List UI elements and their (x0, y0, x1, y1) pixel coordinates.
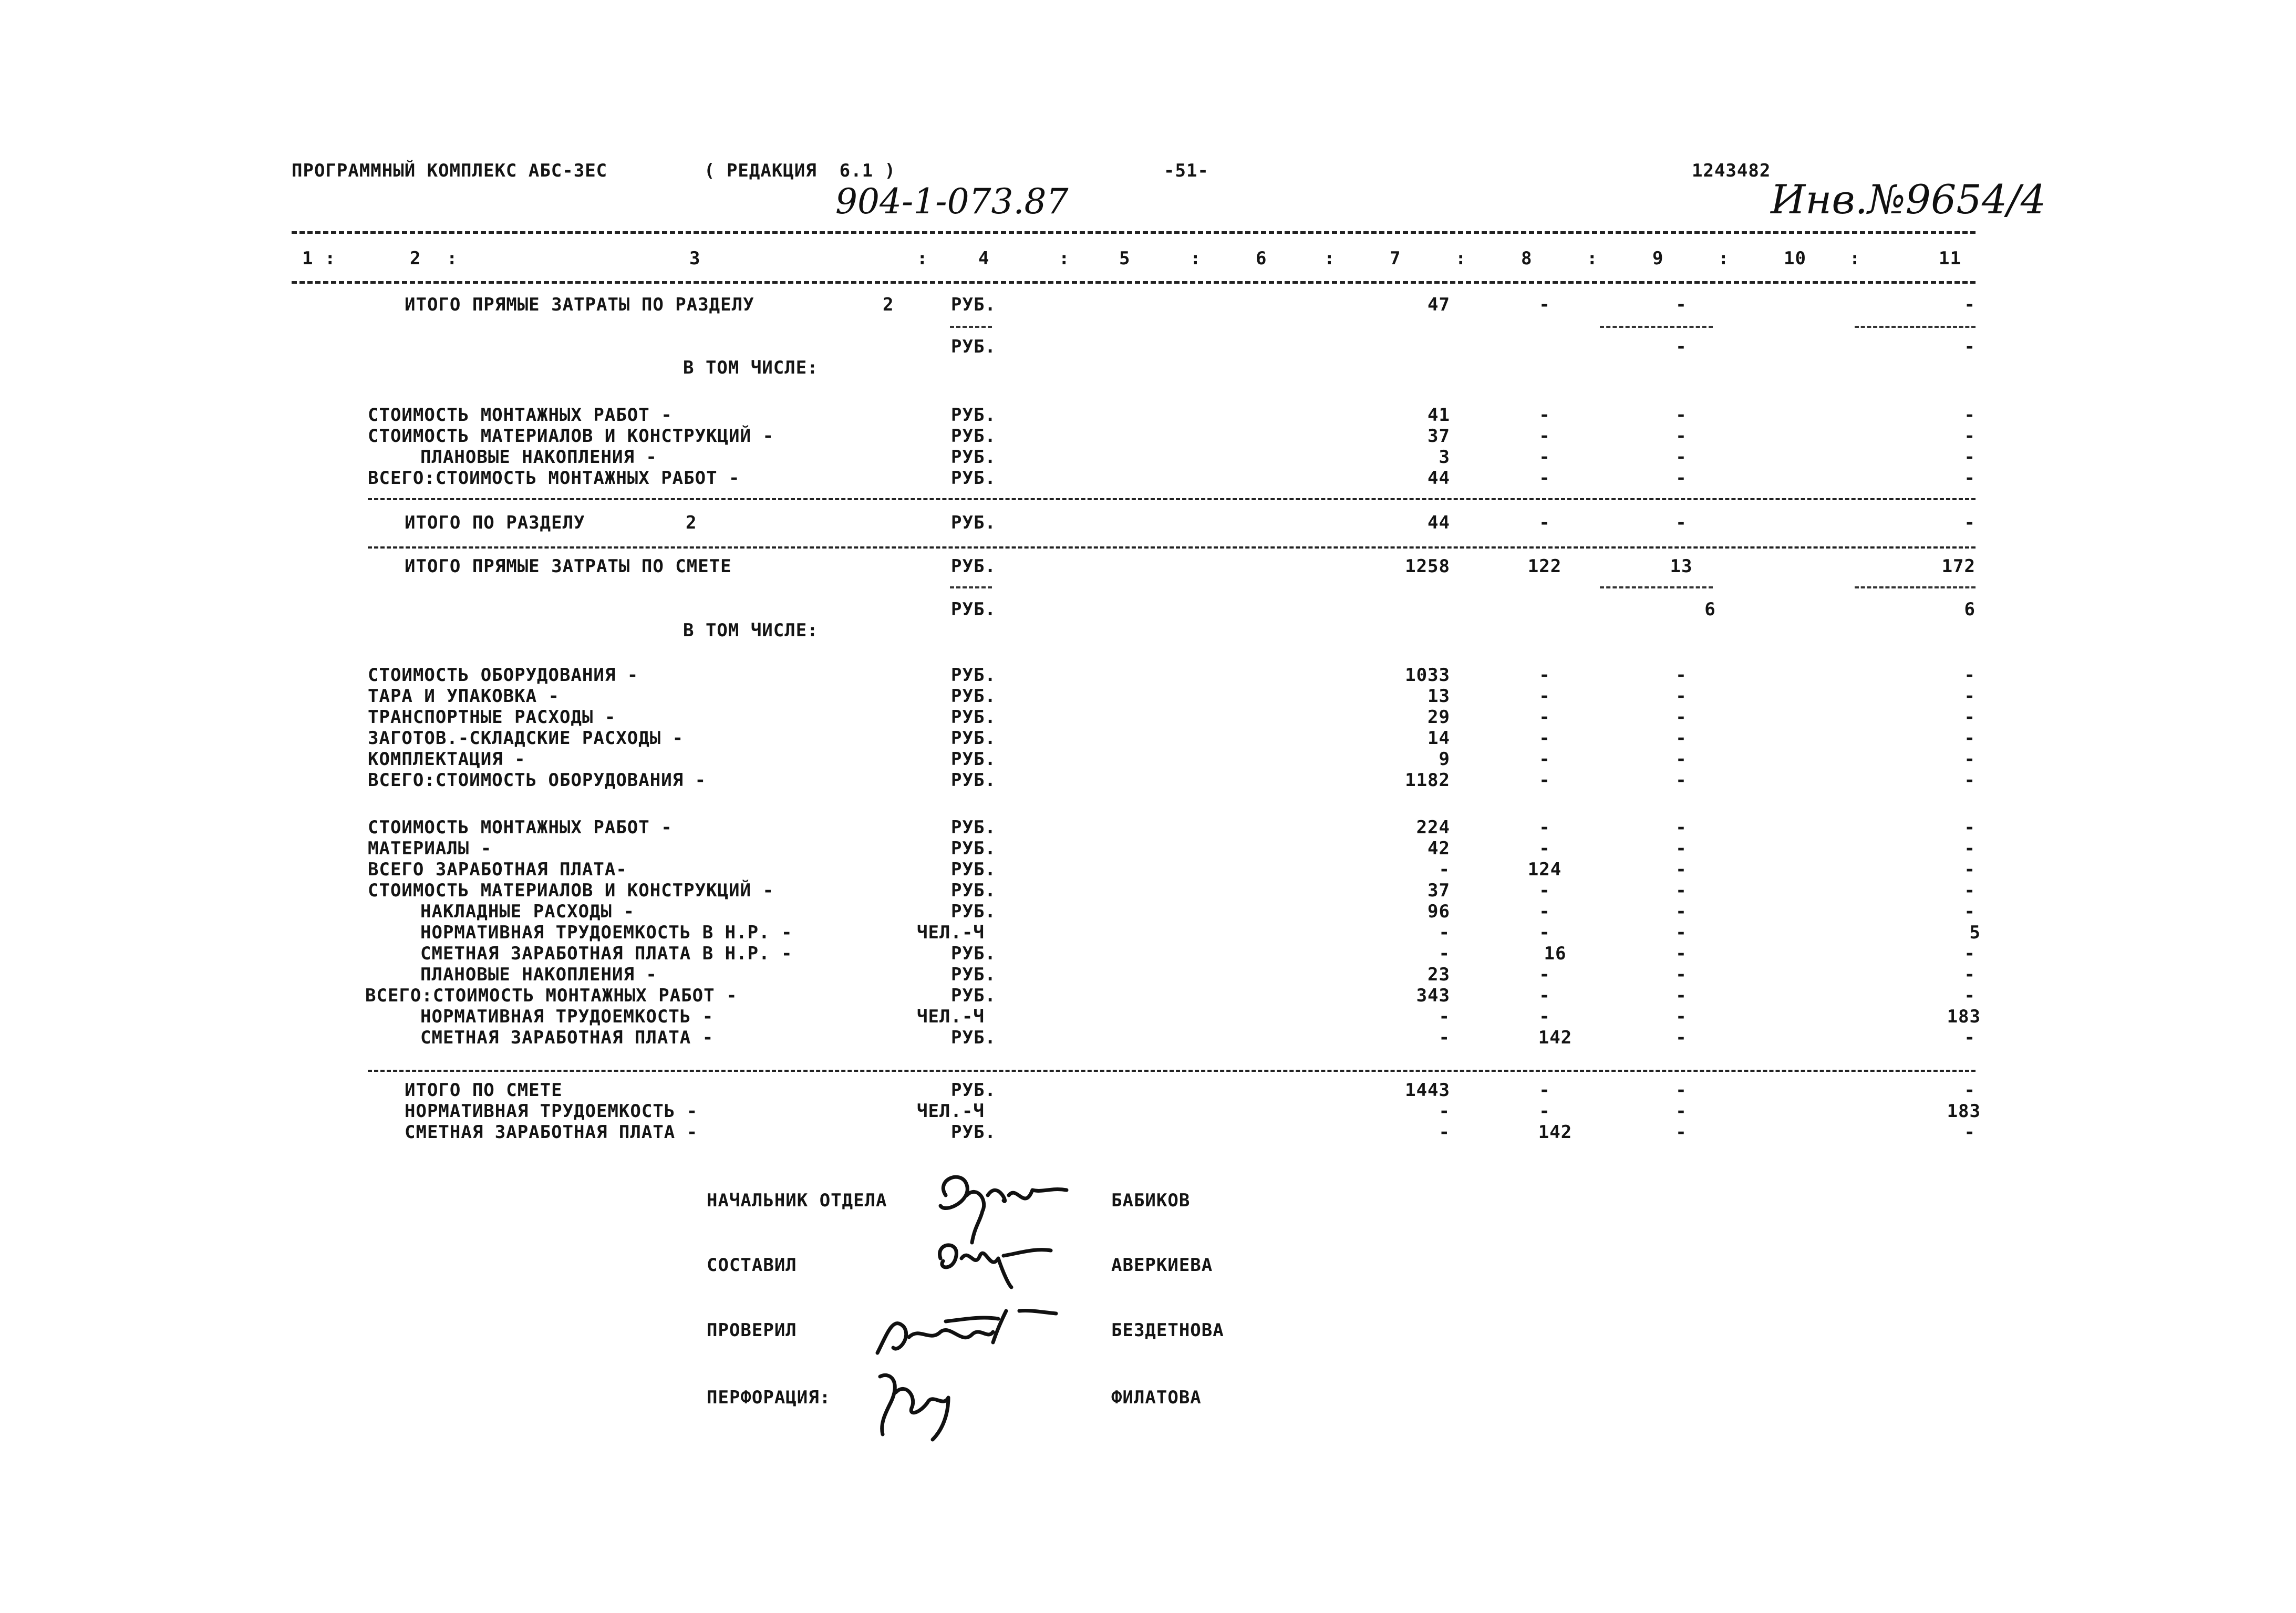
table-row (0, 336, 2296, 357)
col11-value: - (1964, 1080, 1976, 1101)
col7-value: 3 (1439, 447, 1450, 468)
col7-value: 29 (1428, 707, 1450, 728)
col7-value: 224 (1416, 817, 1450, 838)
row-label: ВСЕГО ЗАРАБОТНАЯ ПЛАТА- (368, 859, 627, 880)
col8-value: 16 (1544, 943, 1567, 964)
row-unit: РУБ. (951, 943, 996, 964)
col9-value: - (1676, 817, 1687, 838)
table-row (0, 838, 2296, 859)
col11-value: 6 (1964, 599, 1976, 620)
col-header: 2 (410, 248, 421, 269)
table-row (0, 1122, 2296, 1143)
col11-value: - (1964, 707, 1976, 728)
col9-value: - (1676, 707, 1687, 728)
col11-value: 183 (1947, 1006, 1981, 1027)
row-label: ВСЕГО:СТОИМОСТЬ МОНТАЖНЫХ РАБОТ - (368, 468, 740, 489)
row-label: НОРМАТИВНАЯ ТРУДОЕМКОСТЬ - (420, 1006, 714, 1027)
col9-value: - (1676, 1006, 1687, 1027)
col11-value: 5 (1969, 922, 1981, 943)
col8-value: - (1539, 1080, 1550, 1101)
col7-value: - (1439, 859, 1450, 880)
table-row (0, 294, 2296, 315)
signature-name: ФИЛАТОВА (1111, 1387, 1202, 1408)
subheading: В ТОМ ЧИСЛЕ: (683, 620, 819, 641)
row-unit: ЧЕЛ.-Ч (917, 1101, 985, 1122)
row-unit: РУБ. (951, 405, 996, 426)
table-row (0, 405, 2296, 426)
row-unit: РУБ. (951, 1027, 996, 1048)
col11-value: - (1964, 665, 1976, 686)
table-row (0, 1006, 2296, 1027)
table-row (0, 426, 2296, 447)
col9-value: - (1676, 294, 1687, 315)
row-label: ИТОГО ПО РАЗДЕЛУ (405, 512, 585, 533)
col11-value: - (1964, 817, 1976, 838)
col-header: 4 (978, 248, 990, 269)
col-header: 8 (1521, 248, 1533, 269)
row-label: ЗАГОТОВ.-СКЛАДСКИЕ РАСХОДЫ - (368, 728, 684, 749)
signature-name: БАБИКОВ (1111, 1190, 1191, 1211)
row-unit: РУБ. (951, 964, 996, 985)
col7-value: 37 (1428, 880, 1450, 901)
row-label: СМЕТНАЯ ЗАРАБОТНАЯ ПЛАТА В Н.Р. - (420, 943, 793, 964)
col11-value: - (1964, 426, 1976, 447)
col8-value: - (1539, 1101, 1550, 1122)
table-row (0, 556, 2296, 577)
col8-value: - (1539, 405, 1550, 426)
section-number: 2 (686, 512, 697, 533)
edition-label: ( РЕДАКЦИЯ 6.1 ) (704, 160, 896, 181)
table-row (0, 770, 2296, 791)
program-title: ПРОГРАММНЫЙ КОМПЛЕКС АБС-ЗЕС (292, 160, 608, 181)
col9-value: - (1676, 901, 1687, 922)
row-unit: РУБ. (951, 749, 996, 770)
col-header: 9 (1652, 248, 1664, 269)
col8-value: - (1539, 1006, 1550, 1027)
col11-value: - (1964, 1027, 1976, 1048)
col7-value: 44 (1428, 468, 1450, 489)
table-row (0, 985, 2296, 1006)
col7-value: 343 (1416, 985, 1450, 1006)
row-label: МАТЕРИАЛЫ - (368, 838, 492, 859)
row-label: СТОИМОСТЬ МАТЕРИАЛОВ И КОНСТРУКЦИЙ - (368, 426, 774, 447)
row-unit: РУБ. (951, 728, 996, 749)
table-row (0, 922, 2296, 943)
col9-value: 6 (1704, 599, 1716, 620)
col7-value: - (1439, 922, 1450, 943)
col7-value: 14 (1428, 728, 1450, 749)
signature-mark (870, 1361, 964, 1445)
row-unit: РУБ. (951, 426, 996, 447)
row-unit: РУБ. (951, 880, 996, 901)
row-unit: РУБ. (951, 859, 996, 880)
col-header: 11 (1939, 248, 1961, 269)
signature-name: БЕЗДЕТНОВА (1111, 1320, 1224, 1341)
row-unit: РУБ. (951, 665, 996, 686)
col9-value: - (1676, 943, 1687, 964)
col7-value: 1443 (1405, 1080, 1450, 1101)
row-unit: ЧЕЛ.-Ч (917, 922, 985, 943)
col8-value: - (1539, 880, 1550, 901)
col8-value: - (1539, 426, 1550, 447)
col9-value: - (1676, 770, 1687, 791)
table-row (0, 1027, 2296, 1048)
table-row (0, 1101, 2296, 1122)
row-label: ИТОГО ПРЯМЫЕ ЗАТРАТЫ ПО РАЗДЕЛУ (405, 294, 754, 315)
col7-value: 13 (1428, 686, 1450, 707)
table-row (0, 707, 2296, 728)
col7-value: 23 (1428, 964, 1450, 985)
col7-value: 96 (1428, 901, 1450, 922)
row-unit: ЧЕЛ.-Ч (917, 1006, 985, 1027)
col8-value: - (1539, 665, 1550, 686)
row-unit: РУБ. (951, 1122, 996, 1143)
row-unit: РУБ. (951, 1080, 996, 1101)
table-row (0, 817, 2296, 838)
subheading: В ТОМ ЧИСЛЕ: (683, 357, 819, 378)
row-label: НОРМАТИВНАЯ ТРУДОЕМКОСТЬ В Н.Р. - (420, 922, 793, 943)
table-row (0, 859, 2296, 880)
col8-value: - (1539, 922, 1550, 943)
row-unit: РУБ. (951, 707, 996, 728)
row-unit: РУБ. (951, 686, 996, 707)
col9-value: - (1676, 880, 1687, 901)
col-header: 3 (689, 248, 701, 269)
col-header: 1 (302, 248, 314, 269)
col9-value: - (1676, 1122, 1687, 1143)
col11-value: - (1964, 749, 1976, 770)
row-label: СТОИМОСТЬ МОНТАЖНЫХ РАБОТ - (368, 405, 673, 426)
signature-role: СОСТАВИЛ (707, 1255, 797, 1276)
col7-value: 1258 (1405, 556, 1450, 577)
row-unit: РУБ. (951, 817, 996, 838)
signature-name: АВЕРКИЕВА (1111, 1255, 1213, 1276)
col7-value: 47 (1428, 294, 1450, 315)
inventory-number-handwritten: Инв.№9654/4 (1771, 176, 2046, 223)
table-row (0, 749, 2296, 770)
col7-value: 44 (1428, 512, 1450, 533)
row-label: ИТОГО ПО СМЕТЕ (405, 1080, 563, 1101)
col11-value: - (1964, 943, 1976, 964)
row-label: КОМПЛЕКТАЦИЯ - (368, 749, 526, 770)
row-unit: РУБ. (951, 336, 996, 357)
col7-value: 1182 (1405, 770, 1450, 791)
col-header: 5 (1119, 248, 1131, 269)
col9-value: - (1676, 336, 1687, 357)
col7-value: - (1439, 1101, 1450, 1122)
col7-value: - (1439, 943, 1450, 964)
col9-value: - (1676, 922, 1687, 943)
col11-value: - (1964, 468, 1976, 489)
col8-value: - (1539, 512, 1550, 533)
table-row (0, 599, 2296, 620)
table-row (0, 686, 2296, 707)
col11-value: - (1964, 880, 1976, 901)
col8-value: 142 (1538, 1122, 1573, 1143)
row-label: ПЛАНОВЫЕ НАКОПЛЕНИЯ - (420, 964, 657, 985)
row-label: СТОИМОСТЬ МОНТАЖНЫХ РАБОТ - (368, 817, 673, 838)
row-label: ИТОГО ПРЯМЫЕ ЗАТРАТЫ ПО СМЕТЕ (405, 556, 732, 577)
section-rule (368, 498, 1976, 500)
row-label: ТРАНСПОРТНЫЕ РАСХОДЫ - (368, 707, 616, 728)
row-label: ВСЕГО:СТОИМОСТЬ МОНТАЖНЫХ РАБОТ - (365, 985, 738, 1006)
col11-value: - (1964, 294, 1976, 315)
col11-value: - (1964, 1122, 1976, 1143)
col7-value: 42 (1428, 838, 1450, 859)
row-label: СМЕТНАЯ ЗАРАБОТНАЯ ПЛАТА - (405, 1122, 698, 1143)
table-row (0, 880, 2296, 901)
col9-value: - (1676, 512, 1687, 533)
row-unit: РУБ. (951, 556, 996, 577)
col9-value: - (1676, 985, 1687, 1006)
col11-value: - (1964, 838, 1976, 859)
col7-value: 9 (1439, 749, 1450, 770)
col11-value: - (1964, 728, 1976, 749)
col7-value: 1033 (1405, 665, 1450, 686)
col11-value: - (1964, 512, 1976, 533)
col7-value: 41 (1428, 405, 1450, 426)
col8-value: - (1539, 468, 1550, 489)
table-row (0, 357, 2296, 378)
row-label: ПЛАНОВЫЕ НАКОПЛЕНИЯ - (420, 447, 657, 468)
col8-value: - (1539, 817, 1550, 838)
col8-value: - (1539, 985, 1550, 1006)
col9-value: - (1676, 426, 1687, 447)
table-row (0, 665, 2296, 686)
header-rule-top (292, 231, 1976, 234)
col8-value: 142 (1538, 1027, 1573, 1048)
col9-value: - (1676, 665, 1687, 686)
col9-value: - (1676, 405, 1687, 426)
col9-value: - (1676, 468, 1687, 489)
row-unit: РУБ. (951, 468, 996, 489)
col11-value: - (1964, 985, 1976, 1006)
signature-mark (930, 1232, 1056, 1290)
table-row (0, 728, 2296, 749)
signature-role: НАЧАЛЬНИК ОТДЕЛА (707, 1190, 887, 1211)
col8-value: - (1539, 294, 1550, 315)
row-label: НОРМАТИВНАЯ ТРУДОЕМКОСТЬ - (405, 1101, 698, 1122)
col9-value: - (1676, 1101, 1687, 1122)
col9-value: - (1676, 728, 1687, 749)
col8-value: - (1539, 838, 1550, 859)
col-header: 7 (1390, 248, 1401, 269)
table-row (0, 447, 2296, 468)
col11-value: - (1964, 901, 1976, 922)
col8-value: - (1539, 728, 1550, 749)
col8-value: 124 (1527, 859, 1562, 880)
signature-role: ПРОВЕРИЛ (707, 1320, 797, 1341)
row-label: СТОИМОСТЬ ОБОРУДОВАНИЯ - (368, 665, 639, 686)
col-header: 6 (1256, 248, 1267, 269)
row-label: СМЕТНАЯ ЗАРАБОТНАЯ ПЛАТА - (420, 1027, 714, 1048)
col-header: 10 (1784, 248, 1806, 269)
col8-value: - (1539, 964, 1550, 985)
col8-value: 122 (1527, 556, 1562, 577)
section-rule (368, 1070, 1976, 1072)
row-unit: РУБ. (951, 770, 996, 791)
page-number: -51- (1164, 160, 1209, 181)
col11-value: - (1964, 336, 1976, 357)
row-unit: РУБ. (951, 294, 996, 315)
col11-value: - (1964, 964, 1976, 985)
row-unit: РУБ. (951, 512, 996, 533)
table-row (0, 512, 2296, 533)
project-code-handwritten: 904-1-073.87 (835, 181, 1069, 222)
col9-value: - (1676, 749, 1687, 770)
col7-value: - (1439, 1027, 1450, 1048)
col7-value: - (1439, 1006, 1450, 1027)
row-label: ТАРА И УПАКОВКА - (368, 686, 560, 707)
col9-value: - (1676, 838, 1687, 859)
col8-value: - (1539, 707, 1550, 728)
table-row (0, 901, 2296, 922)
col9-value: - (1676, 859, 1687, 880)
row-unit: РУБ. (951, 901, 996, 922)
row-label: НАКЛАДНЫЕ РАСХОДЫ - (420, 901, 635, 922)
col8-value: - (1539, 749, 1550, 770)
row-unit: РУБ. (951, 447, 996, 468)
col8-value: - (1539, 447, 1550, 468)
signature-mark (862, 1295, 1061, 1369)
row-unit: РУБ. (951, 985, 996, 1006)
col7-value: 37 (1428, 426, 1450, 447)
col11-value: - (1964, 859, 1976, 880)
col11-value: - (1964, 770, 1976, 791)
table-row (0, 468, 2296, 489)
col8-value: - (1539, 770, 1550, 791)
table-row (0, 620, 2296, 641)
col9-value: - (1676, 686, 1687, 707)
signature-role: ПЕРФОРАЦИЯ: (707, 1387, 831, 1408)
col9-value: - (1676, 447, 1687, 468)
section-rule (368, 546, 1976, 549)
col11-value: 172 (1941, 556, 1976, 577)
col9-value: 13 (1670, 556, 1693, 577)
col8-value: - (1539, 686, 1550, 707)
section-number: 2 (883, 294, 894, 315)
col11-value: - (1964, 686, 1976, 707)
col11-value: - (1964, 447, 1976, 468)
col11-value: - (1964, 405, 1976, 426)
table-row (0, 1080, 2296, 1101)
row-label: ВСЕГО:СТОИМОСТЬ ОБОРУДОВАНИЯ - (368, 770, 707, 791)
row-unit: РУБ. (951, 599, 996, 620)
col9-value: - (1676, 1080, 1687, 1101)
col8-value: - (1539, 901, 1550, 922)
table-row (0, 964, 2296, 985)
col11-value: 183 (1947, 1101, 1981, 1122)
table-row (0, 943, 2296, 964)
col7-value: - (1439, 1122, 1450, 1143)
row-unit: РУБ. (951, 838, 996, 859)
header-rule-bottom (292, 281, 1976, 284)
col9-value: - (1676, 964, 1687, 985)
col9-value: - (1676, 1027, 1687, 1048)
row-label: СТОИМОСТЬ МАТЕРИАЛОВ И КОНСТРУКЦИЙ - (368, 880, 774, 901)
document-number: 1243482 (1692, 160, 1771, 181)
